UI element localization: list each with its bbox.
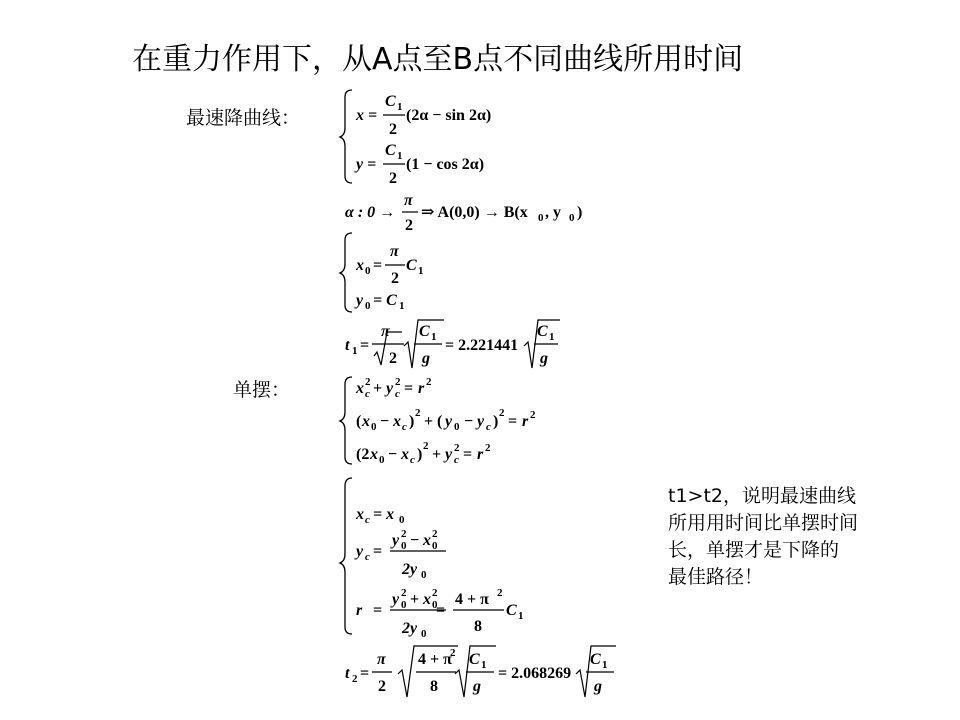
left-brace	[340, 233, 352, 312]
subscript: c	[365, 514, 370, 526]
left-brace	[340, 90, 352, 183]
t2-value: = 2.068269	[498, 665, 572, 682]
x0-eq: =	[373, 257, 383, 274]
t2-num: 4 + π	[418, 651, 452, 668]
subscript: 0	[569, 212, 575, 224]
x0-var: x	[356, 257, 364, 274]
subscript: c	[365, 551, 370, 563]
subscript: 0	[365, 265, 371, 277]
t1-c: C	[537, 323, 548, 340]
slide-title: 在重力作用下，从A点至B点不同曲线所用时间	[132, 42, 744, 77]
eq-x-rhs: (2α − sin 2α)	[406, 107, 492, 124]
subscript: c	[454, 454, 459, 466]
param-range: α : 0 →	[345, 204, 396, 221]
subscript: 0	[538, 212, 544, 224]
superscript: 2	[401, 528, 407, 540]
subscript: 1	[399, 300, 405, 312]
plus: +	[424, 413, 434, 430]
equals: =	[436, 602, 446, 619]
subscript: 1	[397, 101, 403, 113]
y0-var: y	[356, 292, 364, 309]
eq-y-lhs: y =	[356, 156, 377, 173]
subscript: 1	[602, 659, 608, 671]
superscript: 2	[450, 647, 456, 659]
circle-eq2: )	[409, 413, 415, 430]
plus: +	[410, 591, 420, 608]
param-tail: , y	[545, 204, 561, 221]
circle-eq2: x	[362, 413, 370, 430]
subscript: c	[402, 421, 407, 433]
equals: =	[373, 543, 383, 560]
t2-g: g	[473, 678, 481, 695]
t1-eq: =	[360, 337, 370, 354]
t2-pi: π	[377, 651, 386, 668]
superscript: 2	[365, 376, 371, 388]
circle-eq1: y	[386, 380, 394, 397]
frac-den: 2	[389, 121, 397, 138]
subscript: c	[410, 454, 415, 466]
param-close: )	[577, 204, 583, 221]
left-brace	[340, 478, 352, 634]
brachistochrone-label: 最速降曲线：	[186, 107, 301, 129]
circle-eq3: x	[401, 446, 409, 463]
circle-eq2: −	[380, 413, 390, 430]
superscript: 2	[497, 587, 503, 599]
subscript: 0	[379, 454, 385, 466]
note-line: 最佳路径！	[668, 566, 764, 588]
t2-den: 2	[378, 678, 386, 695]
r-num-rhs: 4 + π	[455, 591, 489, 608]
yc-var: y	[356, 543, 364, 560]
circle-eq2: −	[464, 413, 474, 430]
t1-g: g	[422, 350, 430, 367]
subscript: 0	[432, 599, 438, 611]
t1-sqrt2: 2	[389, 350, 397, 367]
note-line: 长，单摆才是下降的	[668, 539, 840, 561]
t2-den8: 8	[430, 678, 438, 695]
circle-eq2: r	[522, 413, 529, 430]
equals: =	[508, 413, 518, 430]
superscript: 2	[395, 376, 401, 388]
minus: −	[410, 532, 420, 549]
t2-var: t	[345, 665, 350, 682]
subscript: 0	[401, 540, 407, 552]
circle-eq2: )	[493, 413, 499, 430]
circle-eq3: x	[370, 446, 378, 463]
plus: +	[373, 380, 383, 397]
left-brace	[340, 377, 352, 464]
t2-eq: =	[360, 665, 370, 682]
equals: =	[404, 380, 414, 397]
equals: =	[373, 602, 383, 619]
note-line: t1>t2，说明最速曲线	[668, 485, 856, 507]
superscript: 2	[432, 528, 438, 540]
t1-g: g	[540, 350, 548, 367]
subscript: 0	[365, 300, 371, 312]
subscript: 1	[352, 345, 358, 357]
frac-den: 2	[389, 170, 397, 187]
pendulum-label: 单摆：	[233, 379, 291, 401]
t1-value: = 2.221441	[445, 337, 519, 354]
xc-eq: = x	[373, 506, 395, 523]
circle-eq2: y	[445, 413, 453, 430]
yc-num: x	[423, 532, 431, 549]
y0-eq: = C	[373, 292, 397, 309]
x0-c: C	[406, 257, 417, 274]
superscript: 2	[454, 442, 460, 454]
subscript: 1	[481, 659, 487, 671]
subscript: c	[395, 388, 400, 400]
circle-eq3: r	[477, 446, 484, 463]
subscript: 0	[399, 514, 405, 526]
t2-c: C	[590, 651, 601, 668]
subscript: 1	[431, 331, 437, 343]
subscript: 1	[418, 265, 424, 277]
superscript: 2	[426, 376, 432, 388]
superscript: 2	[423, 440, 429, 452]
t1-c: C	[419, 323, 430, 340]
t1-pi: π	[381, 323, 390, 340]
yc-num: y	[392, 532, 400, 549]
circle-eq1: r	[418, 380, 425, 397]
eq-x-lhs: x =	[356, 107, 378, 124]
param-points: ⇒ A(0,0) → B(x	[421, 204, 528, 221]
note-line: 所用用时间比单摆时间	[668, 512, 859, 534]
superscript: 2	[499, 407, 505, 419]
circle-eq1: x	[356, 380, 364, 397]
superscript: 2	[432, 587, 438, 599]
subscript: 0	[432, 540, 438, 552]
param-pi: π	[404, 192, 413, 209]
subscript: 0	[421, 628, 427, 640]
subscript: 2	[352, 673, 358, 685]
frac-num: C	[385, 93, 396, 110]
subscript: 1	[397, 150, 403, 162]
superscript: 2	[530, 409, 536, 421]
circle-eq2: (	[437, 413, 443, 430]
equals: =	[463, 446, 473, 463]
subscript: 1	[549, 331, 555, 343]
subscript: 0	[421, 569, 427, 581]
subscript: 0	[401, 599, 407, 611]
circle-eq2: (	[356, 413, 362, 430]
circle-eq2: y	[477, 413, 485, 430]
r-num: y	[392, 591, 400, 608]
xc-var: x	[356, 506, 364, 523]
subscript: 1	[518, 610, 524, 622]
param-den: 2	[405, 217, 413, 234]
circle-eq2: x	[393, 413, 401, 430]
eq-y-rhs: (1 − cos 2α)	[406, 156, 485, 173]
subscript: 0	[454, 421, 460, 433]
circle-eq3: y	[445, 446, 453, 463]
circle-eq3: (2	[356, 446, 370, 463]
t2-g: g	[594, 678, 602, 695]
r-c: C	[506, 602, 517, 619]
x0-pi: π	[390, 243, 399, 260]
subscript: c	[486, 421, 491, 433]
yc-den: 2y	[402, 561, 418, 578]
r-num: x	[423, 591, 431, 608]
frac-num: C	[385, 142, 396, 159]
t2-c: C	[469, 651, 480, 668]
r-den: 2y	[402, 620, 418, 637]
circle-eq3: −	[388, 446, 398, 463]
superscript: 2	[401, 587, 407, 599]
plus: +	[432, 446, 442, 463]
subscript: c	[365, 388, 370, 400]
r-var: r	[356, 602, 363, 619]
t1-var: t	[345, 337, 350, 354]
circle-eq3: )	[417, 446, 423, 463]
subscript: 0	[371, 421, 377, 433]
r-den-rhs: 8	[474, 618, 482, 635]
superscript: 2	[485, 442, 491, 454]
superscript: 2	[415, 407, 421, 419]
x0-den: 2	[391, 270, 399, 287]
